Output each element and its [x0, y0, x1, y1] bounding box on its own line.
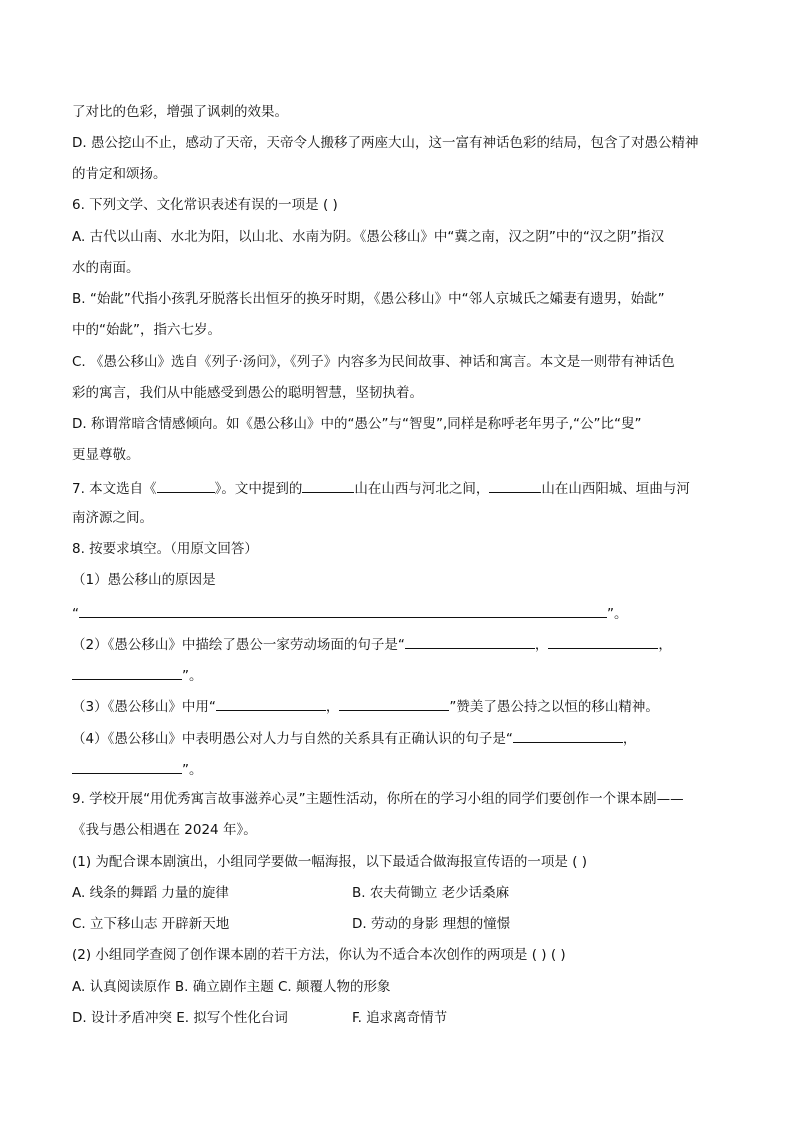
q6-option-a: A. 古代以山南、水北为阳，以山北、水南为阴。《愚公移山》中“冀之南，汉之阴”中的“汉之阴”指汉 [72, 229, 665, 245]
fill-blank[interactable] [339, 696, 449, 711]
q9-sub-1-option-d: D. 劳动的身影 理想的憧憬 [352, 916, 511, 932]
q9-sub-1-option-c: C. 立下移山志 开辟新天地 [72, 916, 230, 932]
q8-part-4-cont: ”。 [72, 759, 203, 779]
fill-blank[interactable] [302, 478, 354, 493]
fill-blank[interactable] [216, 696, 326, 711]
q9-sub-1: (1) 为配合课本剧演出，小组同学要做一幅海报，以下最适合做海报宣传语的一项是 ( ) [72, 854, 588, 870]
q9-sub-1-option-a: A. 线条的舞蹈 力量的旋律 [72, 885, 229, 901]
q9-sub-2: (2) 小组同学查阅了创作课本剧的若干方法，你认为不适合本次创作的两项是 ( ) ( ) [72, 947, 566, 963]
fill-blank[interactable] [157, 478, 215, 493]
question-8-stem: 8. 按要求填空。（用原文回答） [72, 541, 258, 557]
question-9-stem-cont: 《我与愚公相遇在 2024 年》。 [72, 822, 257, 838]
q8-part-1: （1）愚公移山的原因是 [72, 572, 216, 588]
fill-blank[interactable] [489, 478, 541, 493]
q9-sub-2-options-row-2a: D. 设计矛盾冲突 E. 拟写个性化台词 [72, 1010, 288, 1026]
question-6-stem: 6. 下列文学、文化常识表述有误的一项是 ( ) [72, 197, 338, 213]
question-7-stem: 7. 本文选自《 》。文中提到的 山在山西与河北之间， 山在山西阳城、垣曲与河 [72, 478, 690, 498]
q9-sub-1-option-b: B. 农夫荷锄立 老少话桑麻 [352, 885, 510, 901]
q6-option-d: D. 称谓常暗含情感倾向。如《愚公移山》中的“愚公”与“智叟”,同样是称呼老年男子,“公”比“叟” [72, 416, 642, 432]
fill-blank[interactable] [79, 603, 607, 618]
q8-part-2: （2）《愚公移山》中描绘了愚公一家劳动场面的句子是“ ， ， [72, 634, 672, 654]
q9-sub-2-option-f: F. 追求离奇情节 [352, 1010, 448, 1026]
fill-blank[interactable] [513, 728, 623, 743]
q8-part-1-answer: “ ”。 [72, 603, 628, 623]
q9-sub-2-options-row-1: A. 认真阅读原作 B. 确立剧作主题 C. 颠覆人物的形象 [72, 979, 391, 995]
q6-option-c-cont: 彩的寓言，我们从中能感受到愚公的聪明智慧，坚韧执着。 [72, 385, 423, 401]
question-9-stem: 9. 学校开展“用优秀寓言故事滋养心灵”主题性活动，你所在的学习小组的同学们要创作一个课本剧—— [72, 791, 684, 807]
question-7-cont: 南济源之间。 [72, 510, 153, 526]
fill-blank[interactable] [548, 634, 658, 649]
fill-blank[interactable] [405, 634, 535, 649]
q8-part-3: （3）《愚公移山》中用“ ， ”赞美了愚公持之以恒的移山精神。 [72, 696, 659, 716]
option-d-line: D. 愚公挖山不止，感动了天帝，天帝令人搬移了两座大山，这一富有神话色彩的结局，包含了对愚公精神 [72, 135, 699, 151]
q6-option-c: C. 《愚公移山》选自《列子·汤问》，《列子》内容多为民间故事、神话和寓言。本文是一则带有神话色 [72, 354, 675, 370]
q8-part-4: （4）《愚公移山》中表明愚公对人力与自然的关系具有正确认识的句子是“ ， [72, 728, 636, 748]
text-line: 了对比的色彩，增强了讽刺的效果。 [72, 104, 288, 120]
q6-option-a-cont: 水的南面。 [72, 260, 140, 276]
q6-option-d-cont: 更显尊敬。 [72, 447, 140, 463]
q8-part-2-cont: ”。 [72, 665, 203, 685]
q6-option-b-cont: 中的“始龀”，指六七岁。 [72, 322, 221, 338]
text-line: 的肯定和颂扬。 [72, 166, 167, 182]
fill-blank[interactable] [72, 665, 182, 680]
q6-option-b: B. “始龀”代指小孩乳牙脱落长出恒牙的换牙时期，《愚公移山》中“邻人京城氏之孀妻有遗男，始龀” [72, 291, 665, 307]
fill-blank[interactable] [72, 759, 182, 774]
